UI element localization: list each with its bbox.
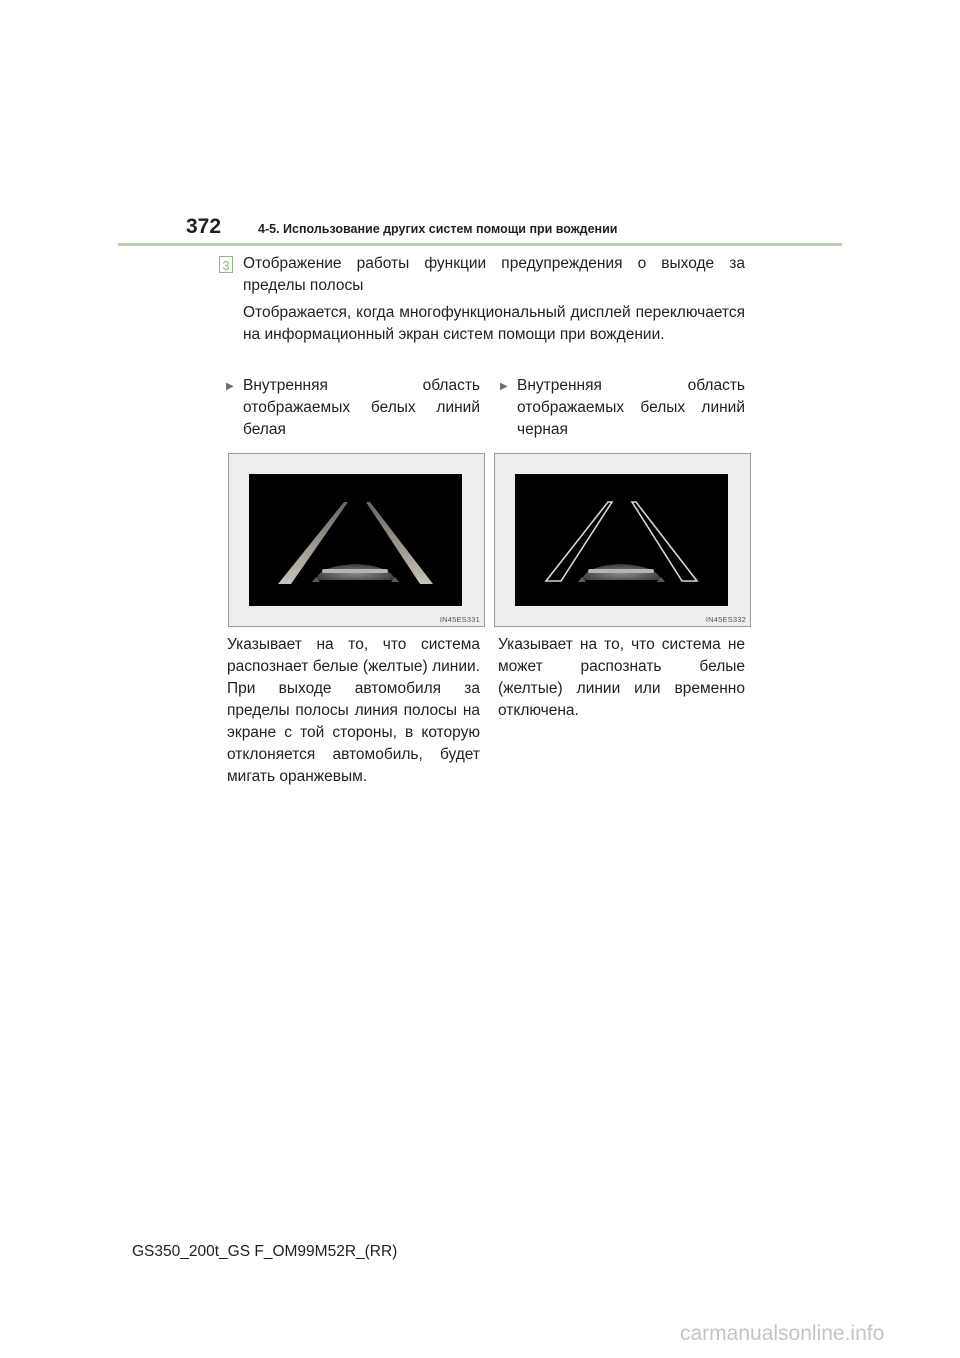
car-icon xyxy=(312,564,399,582)
step-title: Отображение работы функции предупреждения о выходе за пределы полосы xyxy=(243,255,745,294)
step-description: Отображается, когда многофункциональный дисплей переключается на информационный экран систем помощи при вождении. xyxy=(243,304,745,343)
triangle-bullet-icon: ▶ xyxy=(500,381,508,392)
right-column-description: Указывает на то, что система не может распознать белые (желтые) линии или временно отключена. xyxy=(498,636,745,719)
right-column-heading: Внутренняя область отображаемых белых линий черная xyxy=(517,377,745,438)
page-number: 372 xyxy=(186,215,222,238)
image-code: IN45ES332 xyxy=(705,615,746,624)
step-number-badge: 3 xyxy=(219,256,233,273)
lane-display-illustration-black xyxy=(494,453,751,627)
display-screen xyxy=(249,474,462,606)
left-column-description: Указывает на то, что система распознает белые (желтые) линии. При выходе автомобиля за пределы полосы линия полосы на экране с той стороны, в которую отклоняется автомобиль, будет мигать оранжевым. xyxy=(227,636,480,785)
lane-lines-outlined-graphic xyxy=(515,474,728,606)
image-code: IN45ES331 xyxy=(439,615,480,624)
display-screen xyxy=(515,474,728,606)
car-icon xyxy=(578,564,665,582)
lane-lines-filled-graphic xyxy=(249,474,462,606)
section-title: 4-5. Использование других систем помощи при вождении xyxy=(258,222,618,236)
watermark: carmanualsonline.info xyxy=(680,1322,885,1345)
left-column-heading: Внутренняя область отображаемых белых линий белая xyxy=(243,377,480,438)
triangle-bullet-icon: ▶ xyxy=(226,381,234,392)
document-code: GS350_200t_GS F_OM99M52R_(RR) xyxy=(132,1243,398,1260)
lane-display-illustration-white xyxy=(228,453,485,627)
header-divider xyxy=(118,243,842,246)
